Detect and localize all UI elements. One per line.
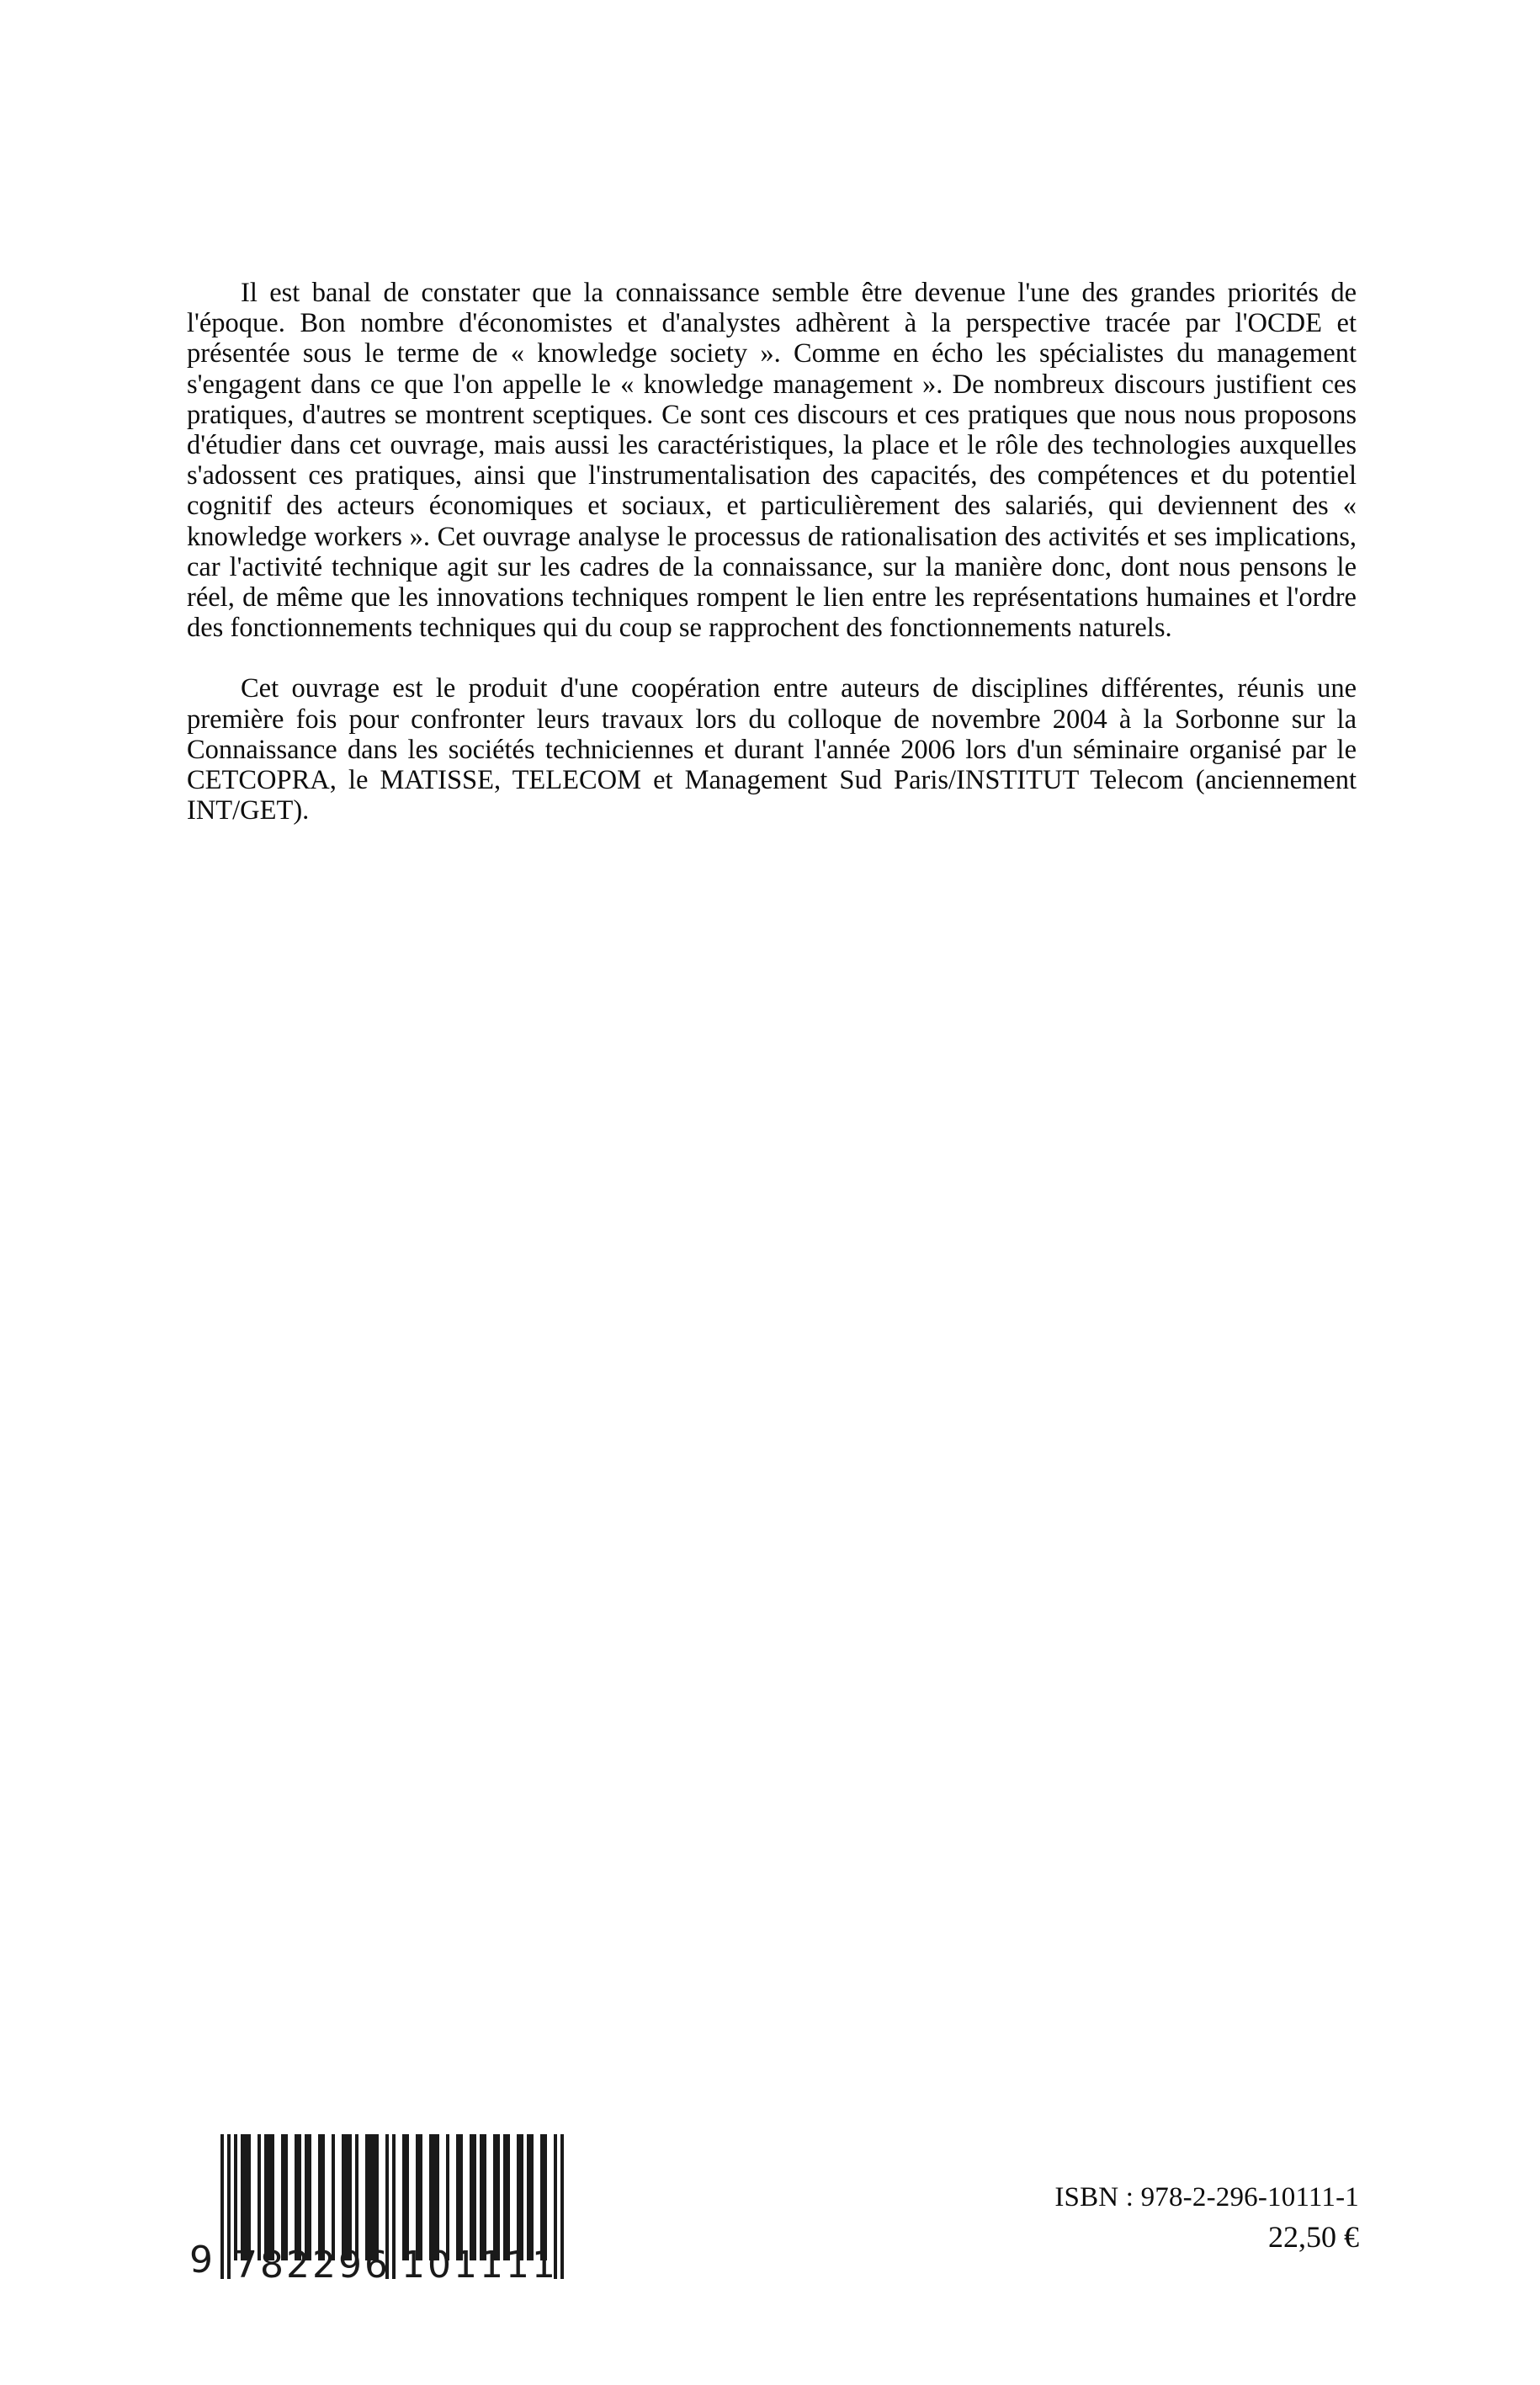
price-value: 22,50 € xyxy=(1268,2220,1359,2254)
back-cover-footer xyxy=(0,2087,1540,2385)
back-cover-blurb xyxy=(187,278,1357,826)
isbn-value: ISBN : 978-2-296-10111-1 xyxy=(1054,2182,1359,2212)
blurb-paragraph-2: Cet ouvrage est le produit d'une coopération entre auteurs de disciplines différentes, réunis une première fois pour confronter leurs travaux lors du colloque de novembre 2004 à la Sorbonne sur la Connaissance dans les sociétés techniciennes et durant l'année 2006 lors d'un séminaire organisé par le CETCOPRA, le MATISSE, TELECOM et Management Sud Paris/INSTITUT Telecom (anciennement INT/GET). xyxy=(187,673,1357,826)
blurb-paragraph-1: Il est banal de constater que la connaissance semble être devenue l'une des grandes priorités de l'époque. Bon nombre d'économistes et d'analystes adhèrent à la perspective tracée par l'OCDE et présentée sous le terme de « knowledge society ». Comme en écho les spécialistes du management s'engagent dans ce que l'on appelle le « knowledge management ». De nombreux discours justifient ces pratiques, d'autres se montrent sceptiques. Ce sont ces discours et ces pratiques que nous nous proposons d'étudier dans cet ouvrage, mais aussi les caractéristiques, la place et le rôle des technologies auxquelles s'adossent ces pratiques, ainsi que l'instrumentalisation des capacités, des compétences et du potentiel cognitif des acteurs économiques et sociaux, et particulièrement des salariés, qui deviennent des « knowledge workers ». Cet ouvrage analyse le processus de rationalisation des activités et ses implications, car l'activité technique agit sur les cadres de la connaissance, sur la manière donc, dont nous pensons le réel, de même que les innovations techniques rompent le lien entre les représentations humaines et l'ordre des fonctionnements techniques qui du coup se rapprochent des fonctionnements naturels. xyxy=(187,278,1357,644)
svg-text:101111: 101111 xyxy=(401,2244,558,2287)
barcode-icon xyxy=(181,2127,602,2287)
isbn-price-block xyxy=(757,2178,1359,2257)
svg-text:782296: 782296 xyxy=(234,2244,390,2287)
barcode-ean13 xyxy=(181,2127,602,2287)
svg-text:9: 9 xyxy=(189,2239,213,2281)
